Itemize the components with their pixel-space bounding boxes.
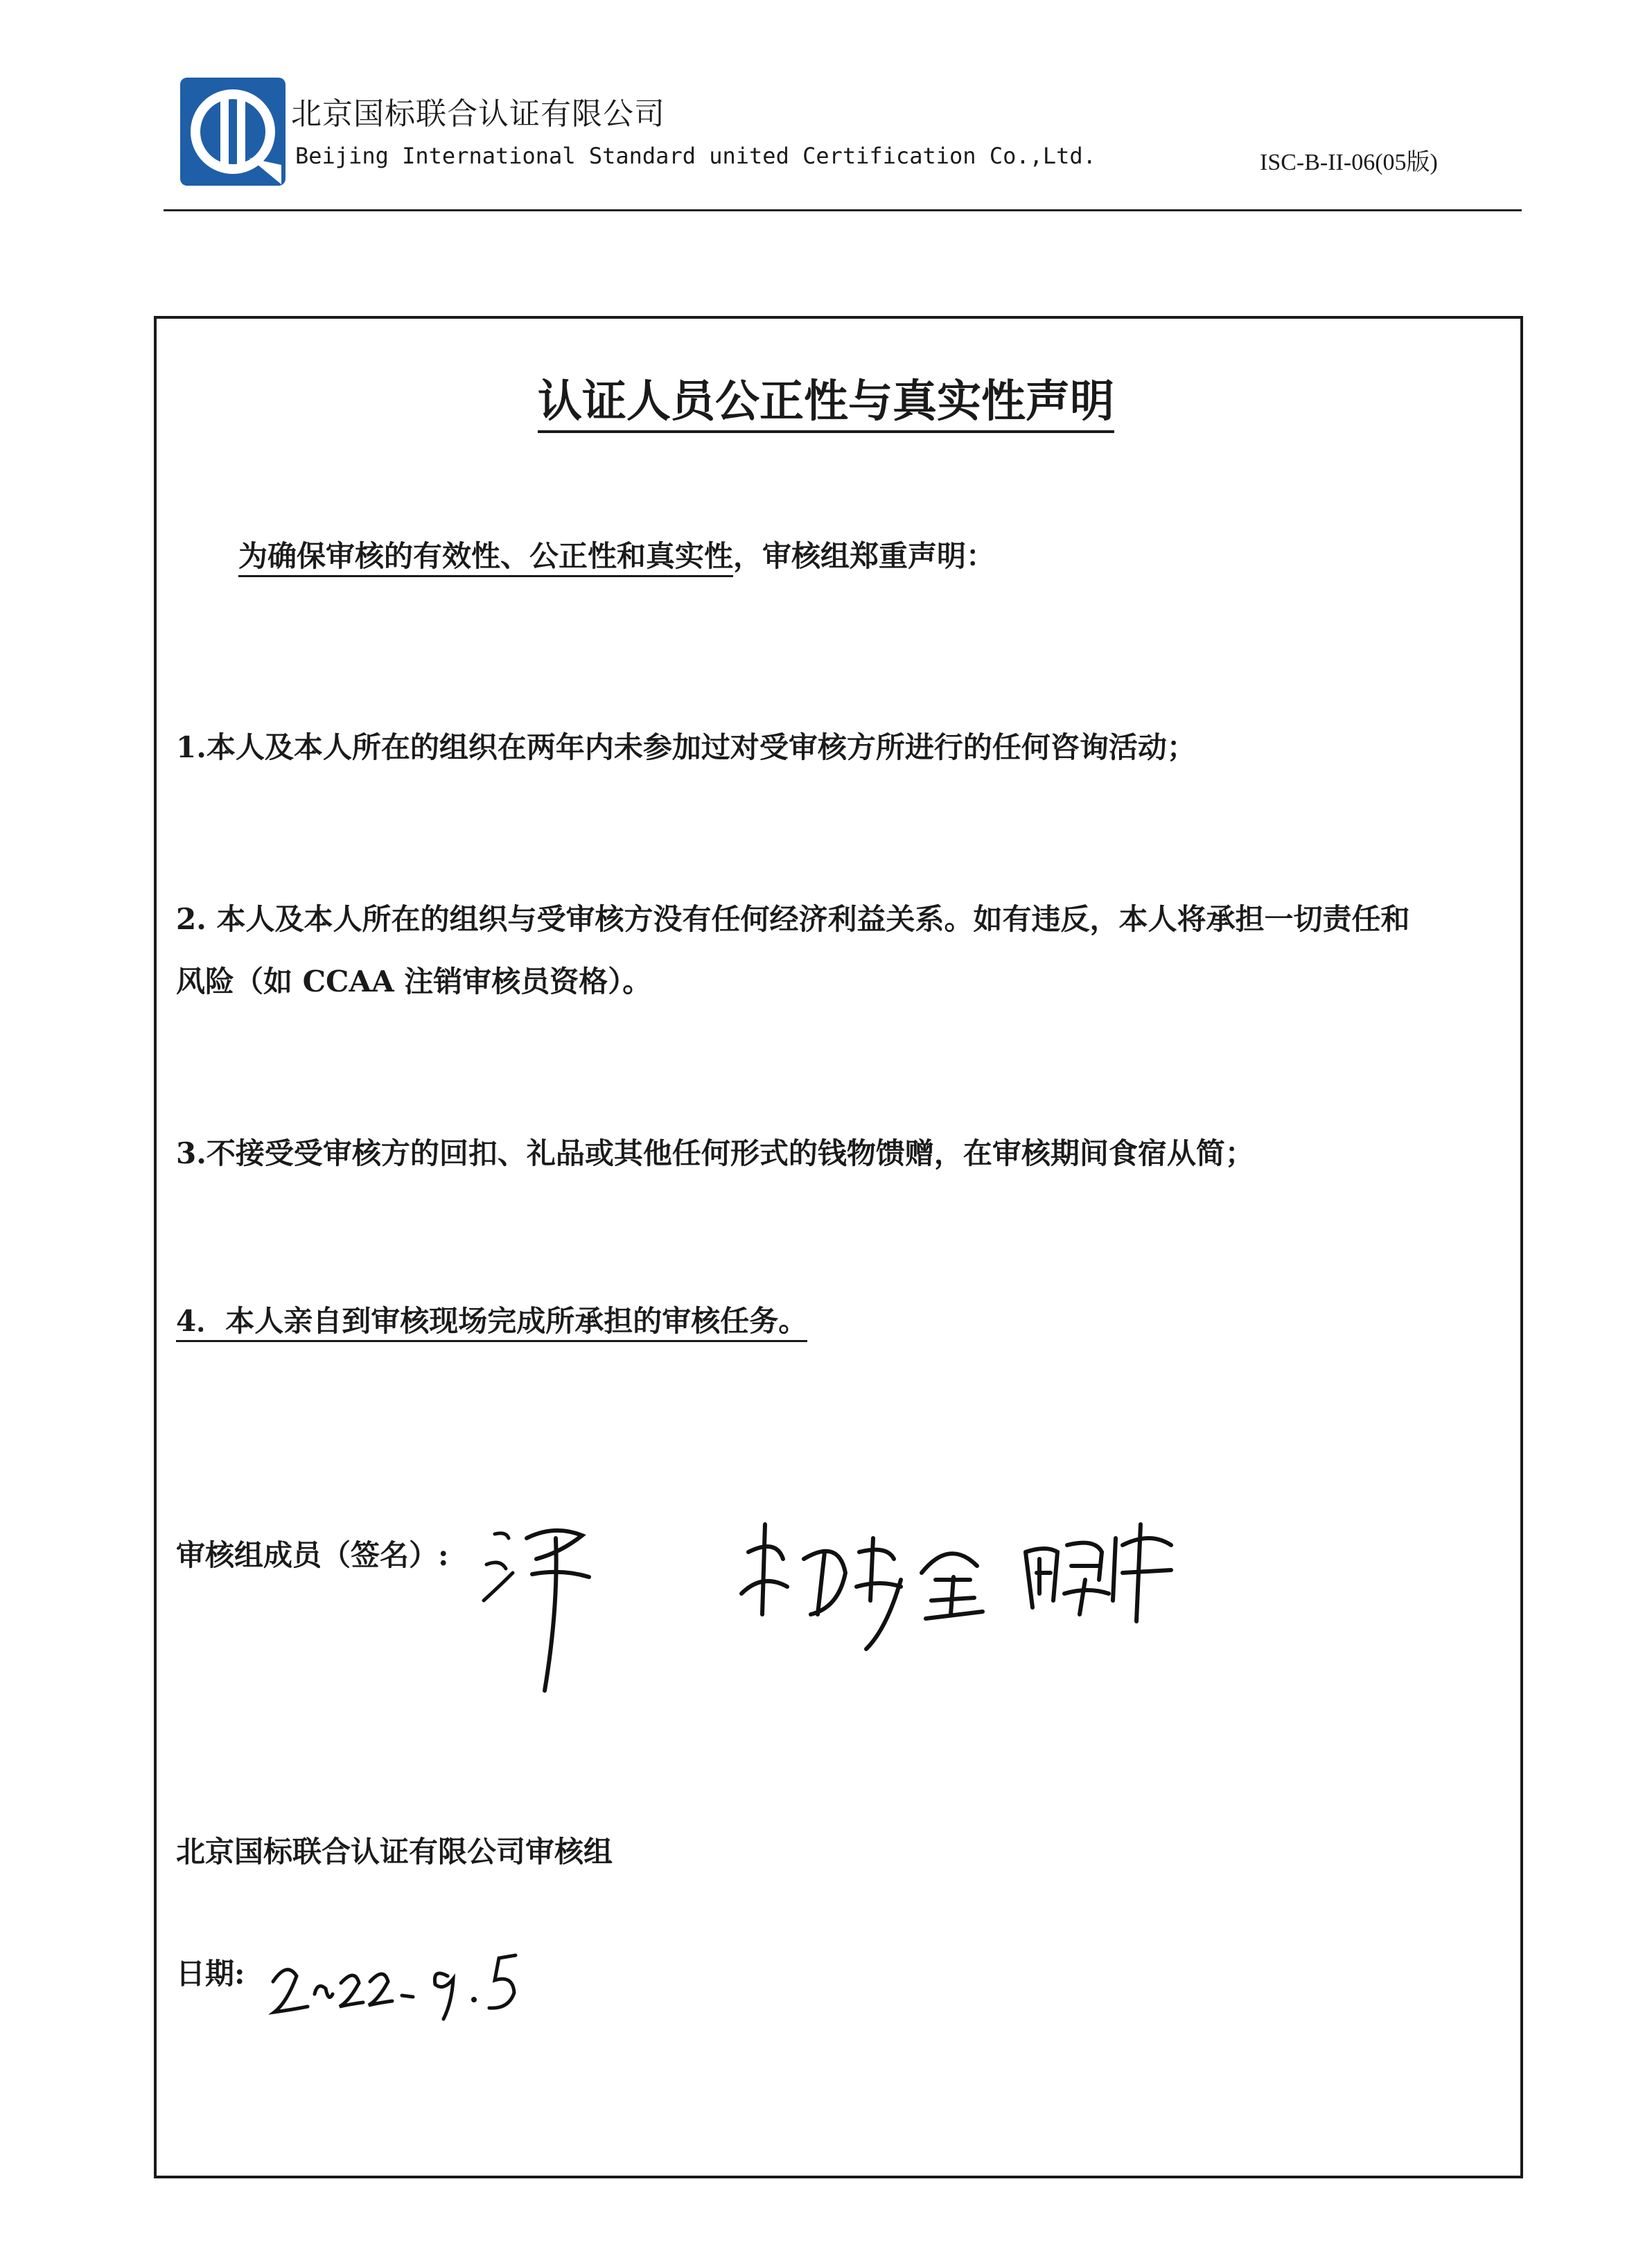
signature-1-icon — [478, 1510, 603, 1700]
declaration-item-3: 3.不接受受审核方的回扣、礼品或其他任何形式的钱物馈赠，在审核期间食宿从简； — [176, 1136, 1254, 1170]
signature-3-icon — [1019, 1517, 1178, 1631]
document-frame — [154, 316, 1523, 2178]
document-code: ISC-B-II-06(05版) — [1260, 150, 1438, 175]
document-title-text: 认证人员公正性与真实性声明 — [538, 376, 1114, 433]
declaration-item-1: 1.本人及本人所在的组织在两年内未参加过对受审核方所进行的任何咨询活动； — [176, 730, 1196, 764]
intro-underlined: 为确保审核的有效性、公正性和真实性 — [238, 539, 733, 577]
date-label: 日期: — [176, 1957, 245, 1991]
handwritten-date-icon — [266, 1940, 529, 2026]
company-logo-icon — [177, 75, 288, 191]
declaration-item-4-text: 4．本人亲自到审核现场完成所承担的审核任务。 — [176, 1304, 807, 1342]
declaration-item-2-cont: 风险（如 CCAA 注销审核员资格）。 — [176, 964, 652, 998]
organization-name: 北京国标联合认证有限公司审核组 — [176, 1835, 613, 1869]
declaration-item-4 — [176, 1298, 807, 1340]
members-signature-label: 审核组成员（签名）: — [176, 1538, 449, 1572]
intro-statement — [238, 534, 995, 575]
company-name-cn: 北京国标联合认证有限公司 — [291, 96, 665, 132]
page-header — [0, 0, 1652, 222]
document-title — [0, 366, 1652, 430]
declaration-item-2: 2. 本人及本人所在的组织与受审核方没有任何经济利益关系。如有违反，本人将承担一切责任和 — [176, 902, 1410, 936]
intro-rest: ，审核组郑重声明： — [733, 539, 996, 573]
signature-2-icon — [735, 1510, 1005, 1666]
header-divider — [164, 209, 1522, 211]
company-name-en: Beijing International Standard united Certification Co.,Ltd. — [295, 143, 1096, 169]
